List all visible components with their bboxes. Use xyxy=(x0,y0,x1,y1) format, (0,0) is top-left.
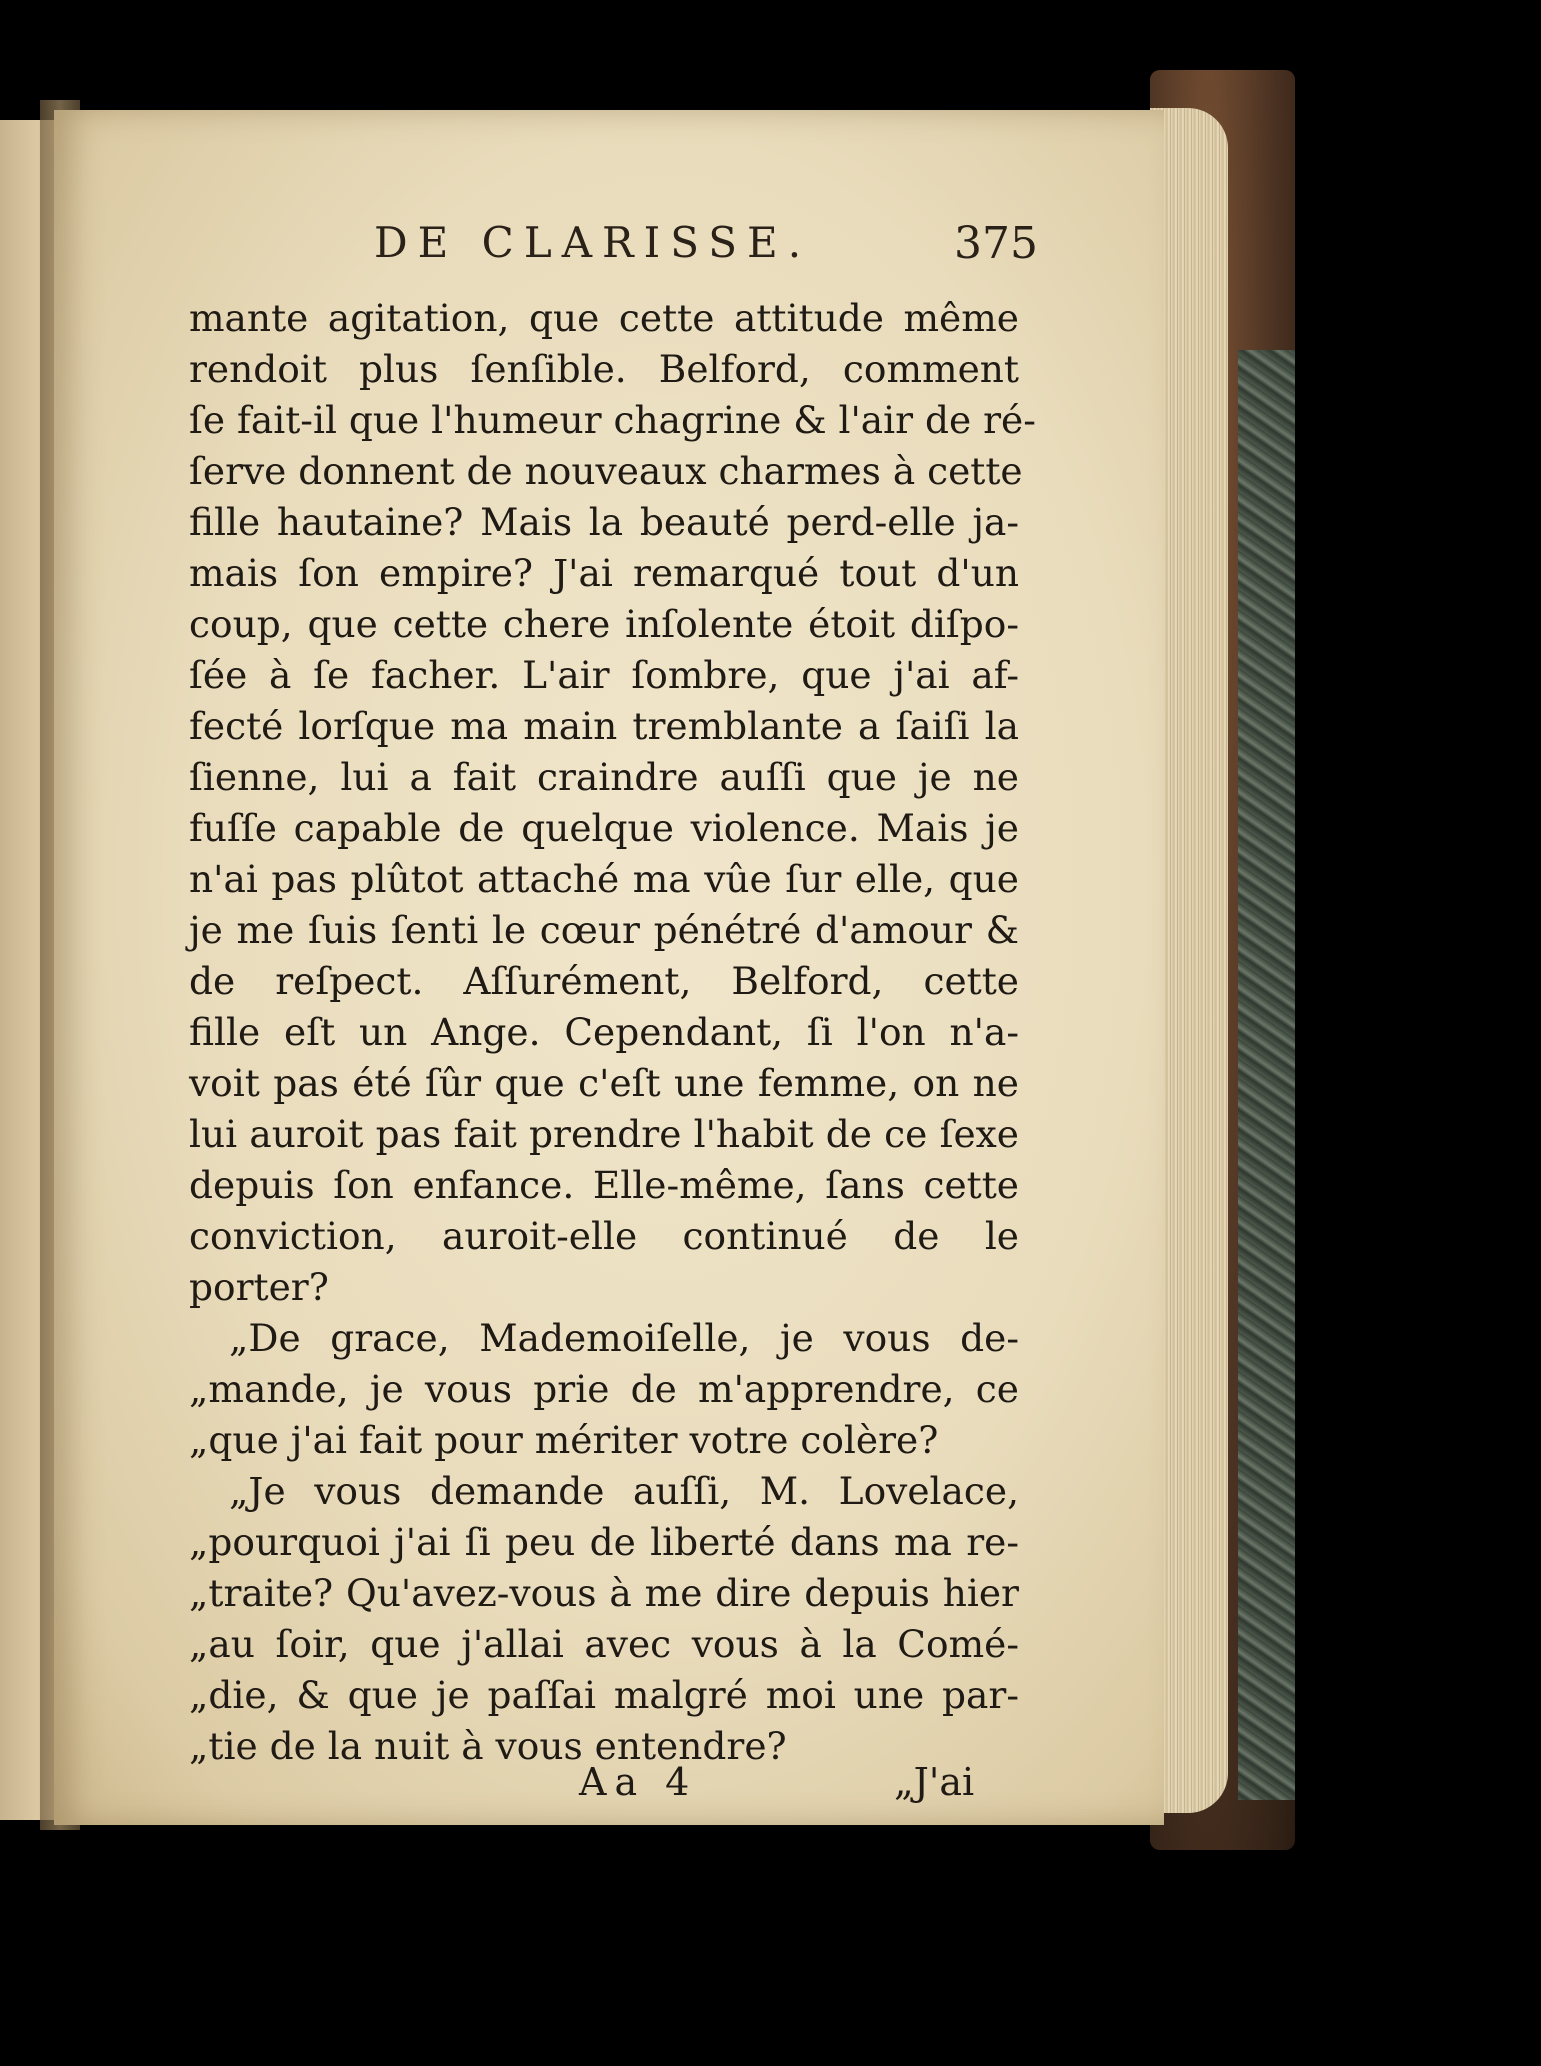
text-line: n'ai pas plûtot attaché ma vûe ſur elle, que xyxy=(189,857,1019,901)
text-line: „die, & que je paſſai malgré moi une par- xyxy=(189,1673,1019,1717)
text-line: depuis ſon enfance. Elle-même, ſans cette xyxy=(189,1163,1019,1207)
text-line: fuſſe capable de quelque violence. Mais je xyxy=(189,806,1019,850)
signature-mark: Aa 4 xyxy=(579,1760,698,1804)
page-number: 375 xyxy=(954,218,1038,269)
text-line: de reſpect. Aſſurément, Belford, cette xyxy=(189,959,1019,1003)
text-line: ſe fait-il que l'humeur chagrine & l'air de ré- xyxy=(189,398,1036,442)
text-line: fille hautaine? Mais la beauté perd-elle ja- xyxy=(189,500,1019,544)
text-line: „au ſoir, que j'allai avec vous à la Comé- xyxy=(189,1622,1019,1666)
text-line: „Je vous demande auſſi, M. Lovelace, xyxy=(229,1469,1019,1513)
catchword: „J'ai xyxy=(894,1760,975,1804)
text-line: „De grace, Mademoiſelle, je vous de- xyxy=(229,1316,1019,1360)
running-head: DE CLARISSE. xyxy=(374,218,812,267)
text-line: „que j'ai fait pour mériter votre colère? xyxy=(189,1418,939,1462)
text-line: coup, que cette chere inſolente étoit diſpo- xyxy=(189,602,1019,646)
text-line: mante agitation, que cette attitude même xyxy=(189,296,1019,340)
text-line: „tie de la nuit à vous entendre? xyxy=(189,1724,787,1768)
text-line: ſée à ſe facher. L'air ſombre, que j'ai af- xyxy=(189,653,1019,697)
text-line: conviction, auroit-elle continué de le xyxy=(189,1214,1019,1258)
text-line: ſerve donnent de nouveaux charmes à cette xyxy=(189,449,1023,493)
text-line: rendoit plus ſenſible. Belford, comment xyxy=(189,347,1019,391)
body-text xyxy=(189,293,1036,1772)
text-line: porter? xyxy=(189,1265,329,1309)
book-page xyxy=(54,110,1164,1825)
page-footer xyxy=(54,1760,1164,1820)
page-header xyxy=(54,218,1164,278)
text-line: „pourquoi j'ai ſi peu de liberté dans ma re- xyxy=(189,1520,1019,1564)
text-line: fille eſt un Ange. Cependant, ſi l'on n'a- xyxy=(189,1010,1019,1054)
text-line: fecté lorſque ma main tremblante a ſaiſi la xyxy=(189,704,1019,748)
text-line: mais ſon empire? J'ai remarqué tout d'un xyxy=(189,551,1019,595)
text-line: je me ſuis ſenti le cœur pénétré d'amour & xyxy=(189,908,1019,952)
text-line: „mande, je vous prie de m'apprendre, ce xyxy=(189,1367,1019,1411)
marbled-board xyxy=(1238,350,1295,1800)
text-line: lui auroit pas fait prendre l'habit de ce ſexe xyxy=(189,1112,1019,1156)
text-line: voit pas été ſûr que c'eſt une femme, on ne xyxy=(189,1061,1019,1105)
text-line: ſienne, lui a fait craindre auſſi que je ne xyxy=(189,755,1019,799)
text-line: „traite? Qu'avez-vous à me dire depuis hier xyxy=(189,1571,1019,1615)
